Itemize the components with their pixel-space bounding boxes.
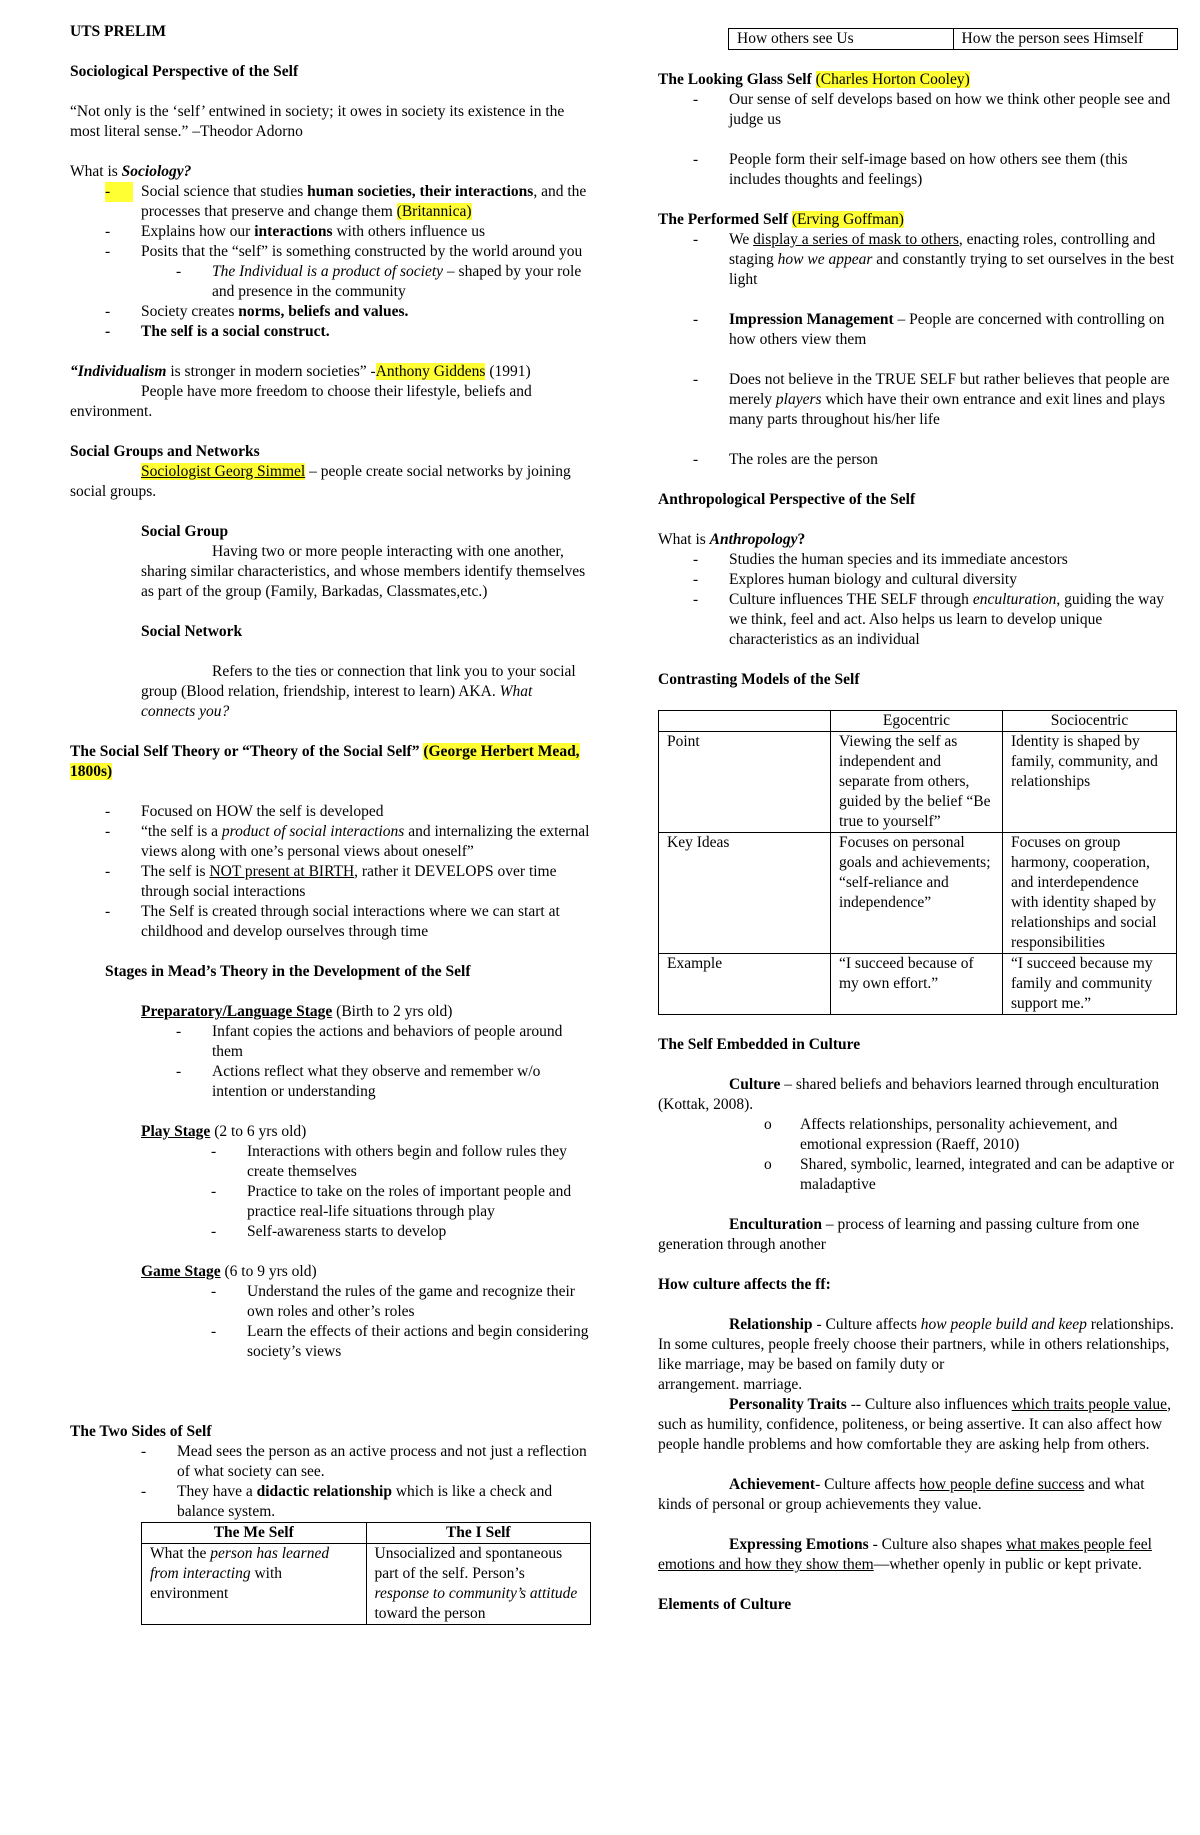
right-column	[658, 28, 1178, 1615]
list-item: - The self is NOT present at BIRTH, rather it DEVELOPS over time through social interactions	[70, 862, 590, 902]
list-item: - Explores human biology and cultural diversity	[658, 570, 1178, 590]
list-item: - People form their self-image based on how others see them (this includes thoughts and feelings)	[658, 150, 1178, 190]
performed-self-list	[658, 230, 1178, 470]
i-self-cell-2: How the person sees Himself	[953, 29, 1178, 50]
game-list	[70, 1282, 590, 1362]
anthropology-list	[658, 550, 1178, 650]
list-item: - Studies the human species and its immediate ancestors	[658, 550, 1178, 570]
list-item: - Society creates norms, beliefs and values.	[70, 302, 590, 322]
i-self-cell: Unsocialized and spontaneous part of the self. Person’s response to community’s attitude toward the person	[366, 1544, 591, 1625]
list-item: - The Self is created through social interactions where we can start at childhood and develop ourselves through time	[70, 902, 590, 942]
left-column	[70, 22, 590, 1625]
adorno-quote: “Not only is the ‘self’ entwined in society; it owes in society its existence in the most literal sense.” –Theodor Adorno	[70, 103, 565, 140]
prep-list	[70, 1022, 590, 1102]
sociology-list	[70, 182, 590, 262]
table-row	[659, 954, 1177, 1015]
social-network-def: Refers to the ties or connection that link you to your social group (Blood relation, friendship, interest to learn) AKA. What connects you?	[141, 663, 576, 720]
mead-heading: The Social Self Theory or “Theory of the Social Self” (George Herbert Mead, 1800s)	[70, 743, 580, 780]
social-group-def: Having two or more people interacting with one another, sharing similar characteristics, and whose members identify themselves as part of the group (Family, Barkadas, Classmates,etc.)	[141, 543, 586, 600]
list-item: - “the self is a product of social interactions and internalizing the external views along with one’s personal views about oneself”	[70, 822, 590, 862]
elements-heading: Elements of Culture	[658, 1596, 792, 1613]
social-group-block	[70, 522, 590, 722]
list-item: - Mead sees the person as an active process and not just a reflection of what society can see.	[35, 1442, 590, 1482]
achievement-text: Achievement- Culture affects how people define success and what kinds of personal or group achievements they value.	[658, 1476, 1145, 1513]
contrasting-models-heading: Contrasting Models of the Self	[658, 671, 860, 688]
freedom-text: People have more freedom to choose their lifestyle, beliefs and environment.	[70, 383, 532, 420]
list-item: - Our sense of self develops based on how we think other people see and judge us	[658, 90, 1178, 130]
performed-self-heading: The Performed Self (Erving Goffman)	[658, 211, 904, 228]
table-header-cell	[659, 711, 831, 732]
list-item: - Self-awareness starts to develop	[70, 1222, 590, 1242]
table-cell: Focuses on personal goals and achievements; “self-reliance and independence”	[831, 833, 1003, 954]
culture-list	[658, 1115, 1178, 1195]
me-i-table-continued	[728, 28, 1178, 50]
looking-glass-list	[658, 90, 1178, 190]
section-heading-sociological: Sociological Perspective of the Self	[70, 63, 299, 80]
list-item: - Interactions with others begin and follow rules they create themselves	[70, 1142, 590, 1182]
looking-glass-heading: The Looking Glass Self (Charles Horton Cooley)	[658, 71, 970, 88]
play-list	[70, 1142, 590, 1242]
two-sides-list	[35, 1442, 590, 1522]
table-cell: Point	[659, 732, 831, 833]
table-cell: “I succeed because of my own effort.”	[831, 954, 1003, 1015]
table-cell: Key Ideas	[659, 833, 831, 954]
table-row	[659, 833, 1177, 954]
me-self-cell-2: How others see Us	[729, 29, 954, 50]
prep-stage: Preparatory/Language Stage (Birth to 2 yrs old)	[141, 1003, 453, 1020]
what-is-anthropology: What is Anthropology?	[658, 531, 806, 548]
list-item: - Culture influences THE SELF through enculturation, guiding the way we think, feel and act. Also helps us learn to develop unique characteristics as an individual	[658, 590, 1178, 650]
table-cell: Viewing the self as independent and separate from others, guided by the belief “Be true to yourself”	[831, 732, 1003, 833]
mead-list	[70, 802, 590, 942]
individualism-quote: “Individualism is stronger in modern societies” -Anthony Giddens (1991)	[70, 363, 531, 380]
doc-title: UTS PRELIM	[70, 23, 167, 40]
enculturation-def: Enculturation – process of learning and passing culture from one generation through another	[658, 1216, 1140, 1253]
anthropological-heading: Anthropological Perspective of the Self	[658, 491, 916, 508]
table-cell: Focuses on group harmony, cooperation, and interdependence with identity shaped by relationships and social responsibilities	[1003, 833, 1177, 954]
list-item: o Affects relationships, personality achievement, and emotional expression (Raeff, 2010)	[658, 1115, 1178, 1155]
relationship-text: Relationship - Culture affects how people build and keep relationships. In some cultures, people freely choose their partners, while in others relationships, like marriage, may be based on family duty or	[658, 1316, 1174, 1373]
sociology-list-cont	[70, 302, 590, 342]
simmel-text: Sociologist Georg Simmel – people create social networks by joining social groups.	[70, 463, 571, 500]
table-cell: Identity is shaped by family, community, and relationships	[1003, 732, 1177, 833]
table-header-cell: Sociocentric	[1003, 711, 1177, 732]
play-stage: Play Stage (2 to 6 yrs old)	[141, 1123, 307, 1140]
list-item: - Impression Management – People are concerned with controlling on how others view them	[658, 310, 1178, 350]
list-item: - Actions reflect what they observe and remember w/o intention or understanding	[70, 1062, 590, 1102]
sociology-sublist	[70, 262, 590, 302]
emotions-text: Expressing Emotions - Culture also shapes what makes people feel emotions and how they show them—whether openly in public or kept private.	[658, 1536, 1152, 1573]
two-sides-heading: The Two Sides of Self	[70, 1423, 212, 1440]
personality-text: Personality Traits -- Culture also influences which traits people value, such as humility, confidence, politeness, or being assertive. It can also affect how people handle problems and how comfortable they are asking help from others.	[658, 1396, 1171, 1453]
list-item: - Explains how our interactions with others influence us	[70, 222, 590, 242]
social-network-title: Social Network	[141, 623, 243, 640]
table-header-cell: Egocentric	[831, 711, 1003, 732]
what-is-sociology: What is Sociology?	[70, 163, 192, 180]
culture-def: Culture – shared beliefs and behaviors learned through enculturation (Kottak, 2008).	[658, 1076, 1160, 1113]
list-item: - The self is a social construct.	[70, 322, 590, 342]
list-item: - The roles are the person	[658, 450, 1178, 470]
list-item: - They have a didactic relationship which is like a check and balance system.	[35, 1482, 590, 1522]
list-item: - Does not believe in the TRUE SELF but rather believes that people are merely players which have their own entrance and exit lines and plays many parts throughout his/her life	[658, 370, 1178, 430]
list-item: - Focused on HOW the self is developed	[70, 802, 590, 822]
list-item: o Shared, symbolic, learned, integrated and can be adaptive or maladaptive	[658, 1155, 1178, 1195]
self-embedded-heading: The Self Embedded in Culture	[658, 1036, 861, 1053]
list-item: - Social science that studies human societies, their interactions, and the processes that preserve and change them (Britannica)	[70, 182, 590, 222]
list-item: - Practice to take on the roles of important people and practice real-life situations through play	[70, 1182, 590, 1222]
list-item: - Learn the effects of their actions and begin considering society’s views	[70, 1322, 590, 1362]
list-item: - Understand the rules of the game and recognize their own roles and other’s roles	[70, 1282, 590, 1322]
me-i-table	[141, 1522, 591, 1625]
social-group-title: Social Group	[141, 523, 229, 540]
list-item: - We display a series of mask to others, enacting roles, controlling and staging how we appear and constantly trying to set ourselves in the best light	[658, 230, 1178, 290]
list-item: - Posits that the “self” is something constructed by the world around you	[70, 242, 590, 262]
culture-affects-heading: How culture affects the ff:	[658, 1276, 831, 1293]
table-cell: “I succeed because my family and community support me.”	[1003, 954, 1177, 1015]
stages-heading: Stages in Mead’s Theory in the Development of the Self	[105, 963, 471, 980]
table-row	[659, 732, 1177, 833]
me-self-cell: What the person has learned from interacting with environment	[142, 1544, 367, 1625]
me-self-header: The Me Self	[142, 1523, 367, 1544]
i-self-header: The I Self	[366, 1523, 591, 1544]
list-item: - Infant copies the actions and behaviors of people around them	[70, 1022, 590, 1062]
table-cell: Example	[659, 954, 831, 1015]
game-stage: Game Stage (6 to 9 yrs old)	[141, 1263, 317, 1280]
section-heading-groups: Social Groups and Networks	[70, 443, 260, 460]
relationship-text-2: arrangement. marriage.	[658, 1376, 803, 1393]
list-item: - The Individual is a product of society – shaped by your role and presence in the community	[70, 262, 590, 302]
models-table	[658, 710, 1177, 1015]
